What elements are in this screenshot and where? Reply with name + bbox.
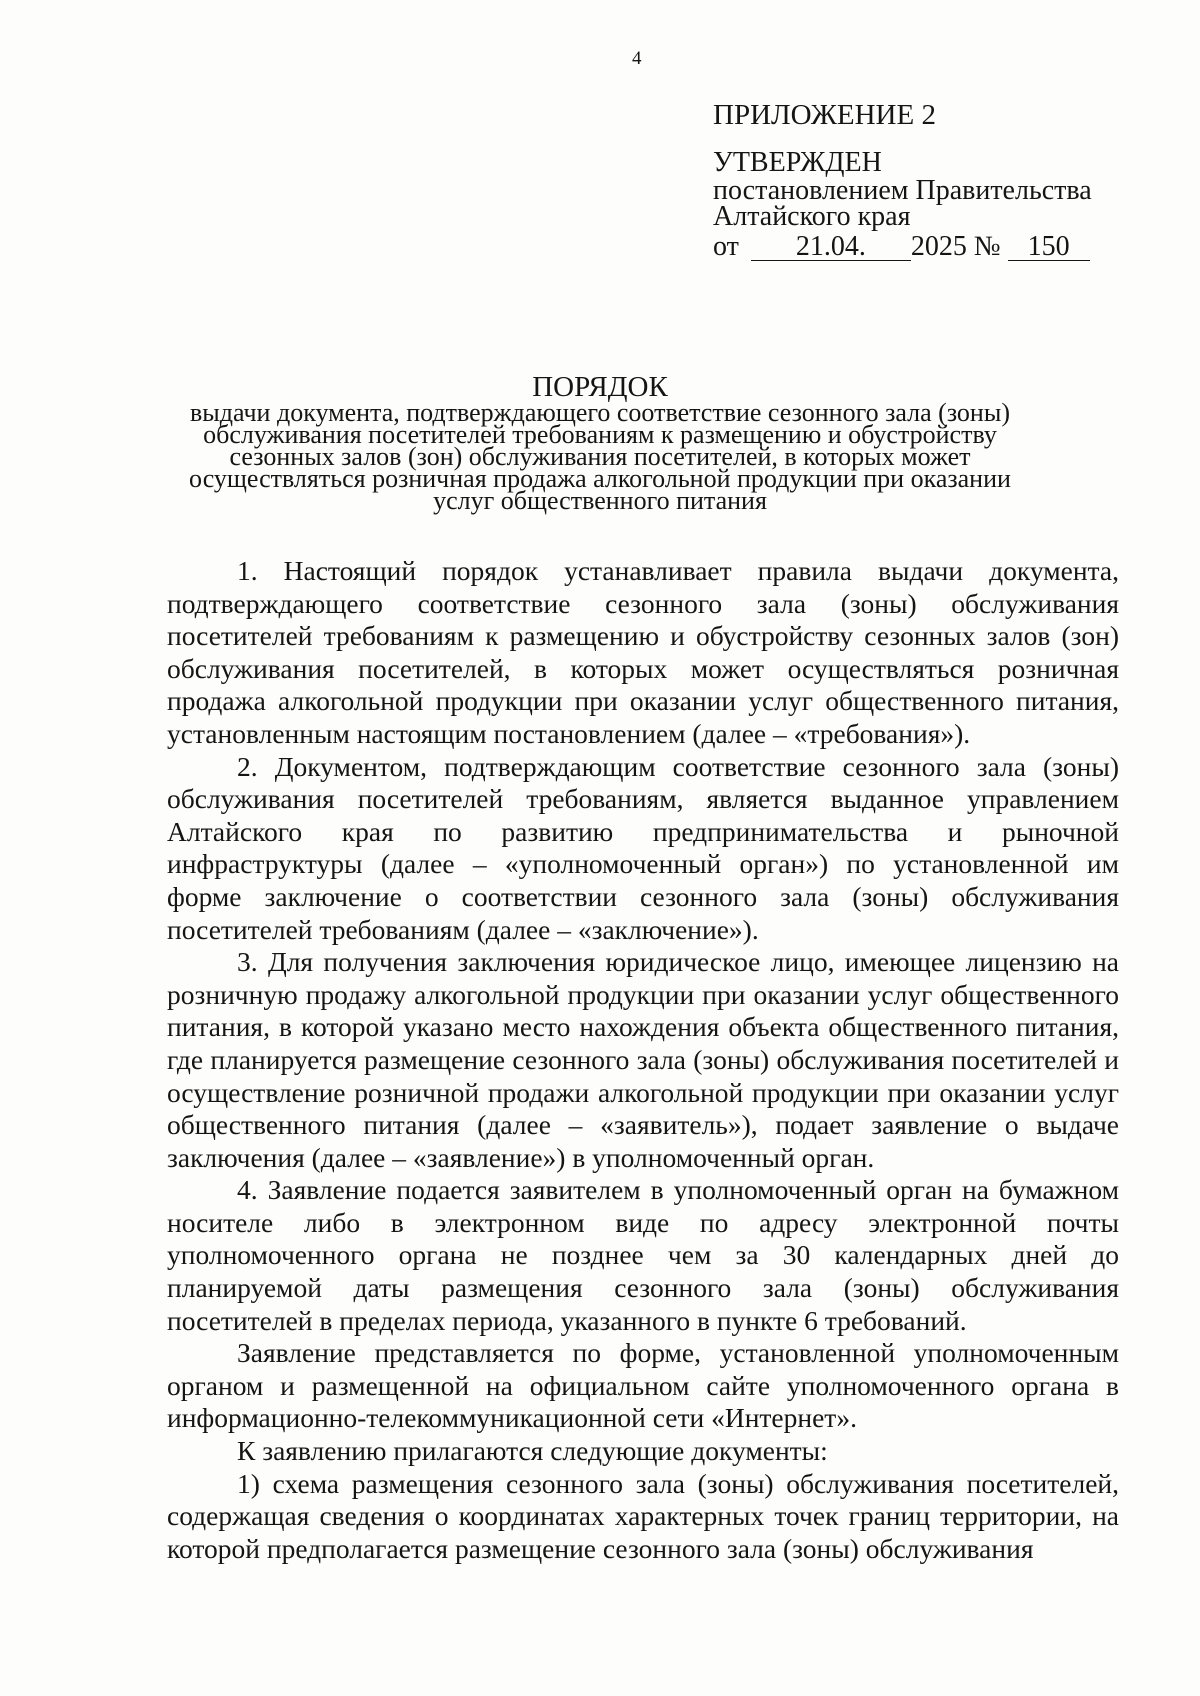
subtitle-line: осуществляться розничная продажа алкогольной продукции при оказании [189, 464, 1011, 493]
from-label: от [713, 231, 739, 262]
approval-authority-line-2: Алтайского края [713, 201, 911, 232]
year-number-label: 2025 № [910, 231, 1001, 262]
document-body [167, 555, 1119, 1565]
approval-block [713, 147, 1092, 262]
paragraph-4-attachments-intro: К заявлению прилагаются следующие документы: [237, 1435, 828, 1467]
paragraph-4: 4. Заявление подается заявителем в уполномоченный орган на бумажном носителе либо в электронном виде по адресу электронной почты уполномоченного органа не позднее чем за 30 календарных дней до планируемой даты размещения сезонного зала (зоны) обслуживания посетителей в пределах периода, указанного в пункте 6 требований. [167, 1174, 1119, 1336]
approval-date-line [713, 231, 1092, 262]
appendix-label: ПРИЛОЖЕНИЕ 2 [713, 99, 936, 131]
decree-number: 150 [1008, 234, 1090, 261]
approval-date: 21.04. [751, 234, 911, 261]
page-number: 4 [632, 48, 642, 69]
paragraph-3: 3. Для получения заключения юридическое лицо, имеющее лицензию на розничную продажу алкогольной продукции при оказании услуг общественного питания, в которой указано место нахождения объекта общественного питания, где планируется размещение сезонного зала (зоны) обслуживания посетителей и осуществление розничной продажи алкогольной продукции при оказании услуг общественного питания (далее – «заявитель»), подает заявление о выдаче заключения (далее – «заявление») в уполномоченный орган. [167, 946, 1119, 1173]
subtitle-line: выдачи документа, подтверждающего соответствие сезонного зала (зоны) [190, 398, 1010, 427]
approved-label: УТВЕРЖДЕН [713, 147, 882, 178]
approval-authority-line-1: постановлением Правительства [713, 175, 1092, 206]
document-title: ПОРЯДОК [532, 371, 668, 403]
paragraph-1: 1. Настоящий порядок устанавливает правила выдачи документа, подтверждающего соответствие сезонного зала (зоны) обслуживания посетителей требованиям к размещению и обустройству сезонных залов (зон) обслуживания посетителей, в которых может осуществляться розничная продажа алкогольной продукции при оказании услуг общественного питания, установленным настоящим постановлением (далее – «требования»). [167, 555, 1119, 749]
paragraph-4-form: Заявление представляется по форме, установленной уполномоченным органом и размещенной на официальном сайте уполномоченного органа в информационно-телекоммуникационной сети «Интернет». [167, 1337, 1119, 1434]
subtitle-line: сезонных залов (зон) обслуживания посетителей, в которых может [229, 442, 971, 471]
document-subtitle [150, 398, 1050, 515]
subtitle-line: обслуживания посетителей требованиям к размещению и обустройству [203, 420, 997, 449]
subtitle-line: услуг общественного питания [433, 486, 767, 515]
attachment-item-1: 1) схема размещения сезонного зала (зоны) обслуживания посетителей, содержащая сведения о координатах характерных точек границ территории, на которой предполагается размещение сезонного зала (зоны) обслуживания [167, 1467, 1119, 1564]
paragraph-2: 2. Документом, подтверждающим соответствие сезонного зала (зоны) обслуживания посетителей требованиям, является выданное управлением Алтайского края по развитию предпринимательства и рыночной инфраструктуры (далее – «уполномоченный орган») по установленной им форме заключение о соответствии сезонного зала (зоны) обслуживания посетителей требованиям (далее – «заключение»). [167, 750, 1119, 945]
document-heading [150, 371, 1050, 515]
